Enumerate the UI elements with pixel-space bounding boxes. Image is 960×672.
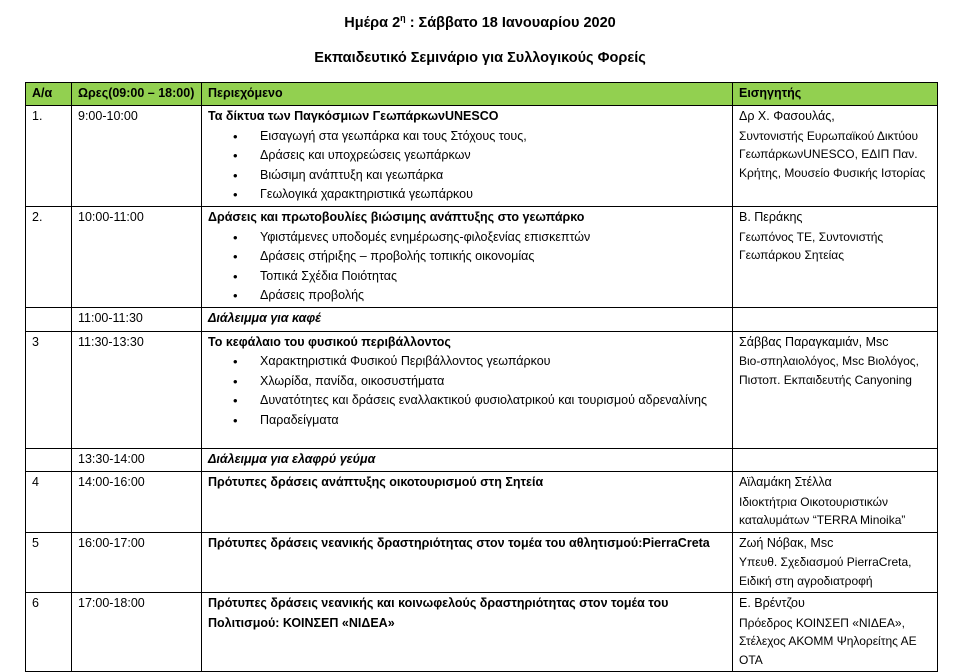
speaker-role: Ιδιοκτήτρια Οικοτουριστικών καταλυμάτων “TERRA Minoika” [739, 494, 906, 528]
table-row [26, 532, 938, 592]
table-row [26, 207, 938, 308]
row-number [26, 448, 72, 471]
break-title: Διάλειμμα για ελαφρύ γεύμα [202, 448, 733, 471]
row-speaker [733, 472, 938, 532]
row-content [202, 331, 733, 448]
row-speaker [733, 106, 938, 207]
speaker-name: Ε. Βρέντζου [739, 596, 805, 611]
row-number: 6 [26, 593, 72, 672]
speaker-role: Γεωπόνος ΤΕ, Συντονιστής Γεωπάρκου Σητείας [739, 229, 884, 263]
speaker-name: Ζωή Νόβακ, Msc [739, 535, 834, 550]
speaker-role: Βιο-σπηλαιολόγος, Msc Βιολόγος, Πιστοπ. Εκπαιδευτής Canyoning [739, 354, 919, 387]
list-item: • Χλωρίδα, πανίδα, οικοσυστήματα [260, 372, 726, 391]
speaker-role: Συντονιστής Ευρωπαϊκού Δικτύου ΓεωπάρκωνUNESCO, ΕΔΙΠ Παν. Κρήτης, Μουσείο Φυσικής Ιστορίας [739, 128, 926, 180]
topic-list [208, 127, 726, 205]
table-row [26, 106, 938, 207]
schedule-table [25, 82, 938, 672]
row-number: 5 [26, 532, 72, 592]
column-header-number: Α/α [26, 83, 72, 106]
row-number: 4 [26, 472, 72, 532]
row-time: 14:00-16:00 [72, 472, 202, 532]
row-time: 17:00-18:00 [72, 593, 202, 672]
session-title: Τα δίκτυα των Παγκόσμιων ΓεωπάρκωνUNESCO [208, 109, 499, 124]
table-header-row [26, 83, 938, 106]
column-header-speaker: Εισηγητής [733, 83, 938, 106]
session-title: Το κεφάλαιο του φυσικού περιβάλλοντος [208, 334, 451, 349]
row-number: 3 [26, 331, 72, 448]
row-time: 10:00-11:00 [72, 207, 202, 308]
list-item: • Υφιστάμενες υποδομές ενημέρωσης-φιλοξενίας επισκεπτών [260, 228, 726, 247]
speaker-name: Β. Περάκης [739, 210, 803, 225]
row-content [202, 472, 733, 532]
list-item: • Τοπικά Σχέδια Ποιότητας [260, 267, 726, 286]
list-item: • Δράσεις και υποχρεώσεις γεωπάρκων [260, 146, 726, 165]
session-title: Πρότυπες δράσεις νεανικής και κοινωφελούς δραστηριότητας στον τομέα του Πολιτισμού: ΚΟΙΝΣΕΠ «ΝΙΔΕΑ» [208, 596, 669, 630]
row-number: 1. [26, 106, 72, 207]
list-item: • Δράσεις στήριξης – προβολής τοπικής οικονομίας [260, 247, 726, 266]
speaker-role: Πρόεδρος ΚΟΙΝΣΕΠ «ΝΙΔΕΑ», Στέλεχος ΑΚΟΜΜ Ψηλορείτης ΑΕ ΟΤΑ [739, 615, 917, 667]
list-item: • Εισαγωγή στα γεωπάρκα και τους Στόχους τους, [260, 127, 726, 146]
column-header-content: Περιεχόμενο [202, 83, 733, 106]
row-content [202, 593, 733, 672]
column-header-hours: Ωρες(09:00 – 18:00) [72, 83, 202, 106]
speaker-name: Αϊλαμάκη Στέλλα [739, 475, 832, 490]
list-item: • Δράσεις προβολής [260, 286, 726, 305]
table-row [26, 472, 938, 532]
day-title: Ημέρα $2^\eta$ : Σάββατο 18 Ιανουαρίου 2020 [344, 13, 616, 31]
table-row [26, 331, 938, 448]
speaker-name: Δρ Χ. Φασουλάς, [739, 109, 835, 124]
topic-list [208, 228, 726, 306]
list-item: • Δυνατότητες και δράσεις εναλλακτικού φυσιολατρικού και τουρισμού αδρεναλίνης [260, 391, 726, 410]
break-title: Διάλειμμα για καφέ [202, 308, 733, 331]
row-time: 11:00-11:30 [72, 308, 202, 331]
list-item: • Βιώσιμη ανάπτυξη και γεωπάρκα [260, 166, 726, 185]
row-content [202, 106, 733, 207]
break-row [26, 308, 938, 331]
row-time: 11:30-13:30 [72, 331, 202, 448]
speaker-role: Υπευθ. Σχεδιασμού PierraCreta, Ειδική στη αγροδιατροφή [739, 555, 912, 588]
row-number [26, 308, 72, 331]
row-content [202, 532, 733, 592]
row-speaker [733, 331, 938, 448]
list-item: • Παραδείγματα [260, 411, 726, 430]
list-item: • Χαρακτηριστικά Φυσικού Περιβάλλοντος γεωπάρκου [260, 352, 726, 371]
session-title: Πρότυπες δράσεις ανάπτυξης οικοτουρισμού στη Σητεία [208, 475, 544, 490]
session-title: Δράσεις και πρωτοβουλίες βιώσιμης ανάπτυξης στο γεωπάρκο [208, 210, 585, 225]
table-row [26, 593, 938, 672]
row-speaker [733, 207, 938, 308]
row-content [202, 207, 733, 308]
row-number: 2. [26, 207, 72, 308]
list-item: • Γεωλογικά χαρακτηριστικά γεωπάρκου [260, 185, 726, 204]
row-time: 16:00-17:00 [72, 532, 202, 592]
row-speaker [733, 532, 938, 592]
row-time: 13:30-14:00 [72, 448, 202, 471]
row-speaker [733, 308, 938, 331]
break-row [26, 448, 938, 471]
topic-list [208, 352, 726, 430]
row-speaker [733, 448, 938, 471]
row-time: 9:00-10:00 [72, 106, 202, 207]
speaker-name: Σάββας Παραγκαμιάν, Msc [739, 334, 889, 349]
seminar-subtitle: Εκπαιδευτικό Σεμινάριο για Συλλογικούς Φορείς [314, 50, 646, 66]
session-title: Πρότυπες δράσεις νεανικής δραστηριότητας στον τομέα του αθλητισμού:PierraCreta [208, 535, 710, 550]
row-speaker [733, 593, 938, 672]
